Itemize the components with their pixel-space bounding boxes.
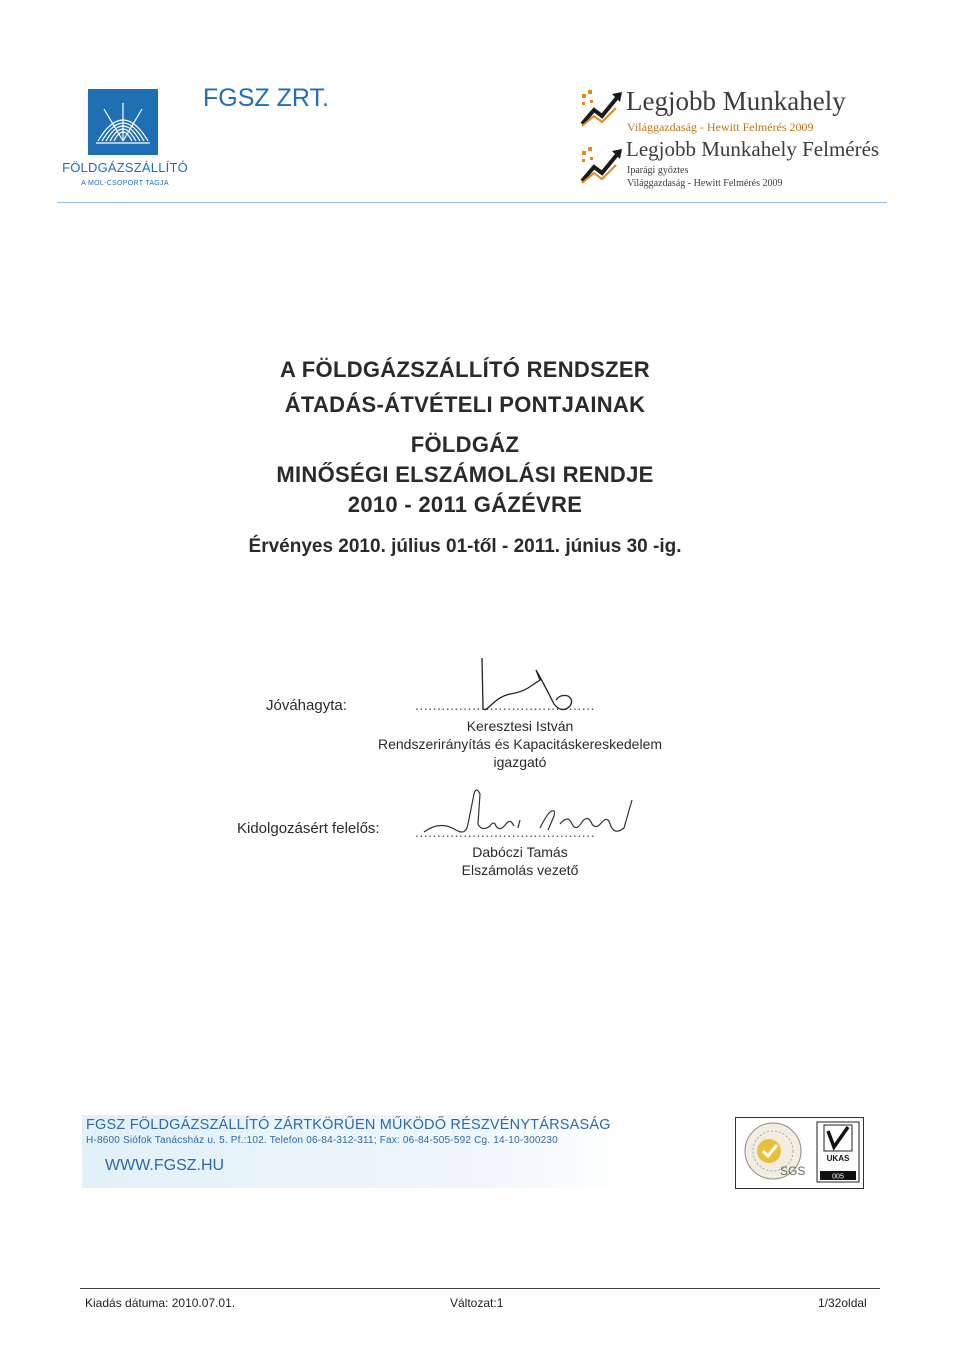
prepared-by-label: Kidolgozásért felelős: — [237, 820, 380, 837]
award-subtitle: Világgazdaság - Hewitt Felmérés 2009 — [627, 120, 814, 134]
award-title: Legjobb Munkahely Felmérés — [626, 137, 880, 161]
handwritten-signature — [470, 650, 590, 716]
handwritten-signature — [420, 780, 635, 846]
preparer-name: Dabóczi Tamás — [472, 844, 568, 860]
preparer-role: Elszámolás vezető — [461, 862, 579, 878]
document-title-line: MINŐSÉGI ELSZÁMOLÁSI RENDJE — [276, 462, 654, 487]
logo-subtitle: A MOL-CSOPORT TAGJA — [81, 180, 169, 187]
company-logo — [88, 89, 158, 155]
ukas-certification-icon — [816, 1121, 860, 1183]
approver-role: Rendszerirányítás és Kapacitáskereskedelem — [377, 736, 663, 752]
ukas-label: UKAS — [826, 1154, 850, 1163]
footer-divider — [80, 1288, 880, 1289]
approval-label: Jóváhagyta: — [266, 697, 347, 714]
document-title-line: ÁTADÁS-ÁTVÉTELI PONTJAINAK — [284, 392, 646, 417]
approver-name: Keresztesi István — [466, 718, 574, 734]
shell-logo-icon — [88, 89, 158, 155]
version-label: Változat:1 — [450, 1296, 504, 1310]
logo-name: FÖLDGÁZSZÁLLÍTÓ — [62, 160, 188, 175]
footer-website-link[interactable]: WWW.FGSZ.HU — [105, 1157, 225, 1174]
award-title: Legjobb Munkahely — [626, 86, 846, 116]
award-subtitle: Iparági győztes — [627, 165, 689, 176]
document-title-line: 2010 - 2011 GÁZÉVRE — [347, 492, 583, 517]
award-chart-icon — [580, 145, 624, 185]
ukas-number: 005 — [832, 1173, 844, 1181]
header-divider — [57, 202, 887, 203]
signature-line: ......................................... — [415, 697, 595, 713]
signature-line: ......................................... — [415, 824, 595, 840]
footer-address: H-8600 Siófok Tanácsház u. 5. Pf.:102. Telefon 06-84-312-311; Fax: 06-84-505-592 Cg. 14-10-300230 — [86, 1135, 558, 1146]
approver-title: igazgató — [493, 754, 547, 770]
validity-period: Érvényes 2010. július 01-től - 2011. június 30 -ig. — [248, 536, 682, 557]
document-title-line: FÖLDGÁZ — [410, 432, 520, 457]
award-subtitle: Világgazdaság - Hewitt Felmérés 2009 — [627, 178, 783, 189]
document-title-line: A FÖLDGÁZSZÁLLÍTÓ RENDSZER — [280, 357, 650, 382]
sgs-label: SGS — [780, 1164, 806, 1178]
company-name: FGSZ ZRT. — [203, 84, 329, 112]
page-number: 1/32oldal — [818, 1296, 867, 1310]
award-chart-icon — [580, 88, 624, 128]
footer-company-name: FGSZ FÖLDGÁZSZÁLLÍTÓ ZÁRTKÖRŰEN MŰKÖDŐ RÉSZVÉNYTÁRSASÁG — [86, 1117, 611, 1133]
issue-date: Kiadás dátuma: 2010.07.01. — [85, 1296, 236, 1310]
